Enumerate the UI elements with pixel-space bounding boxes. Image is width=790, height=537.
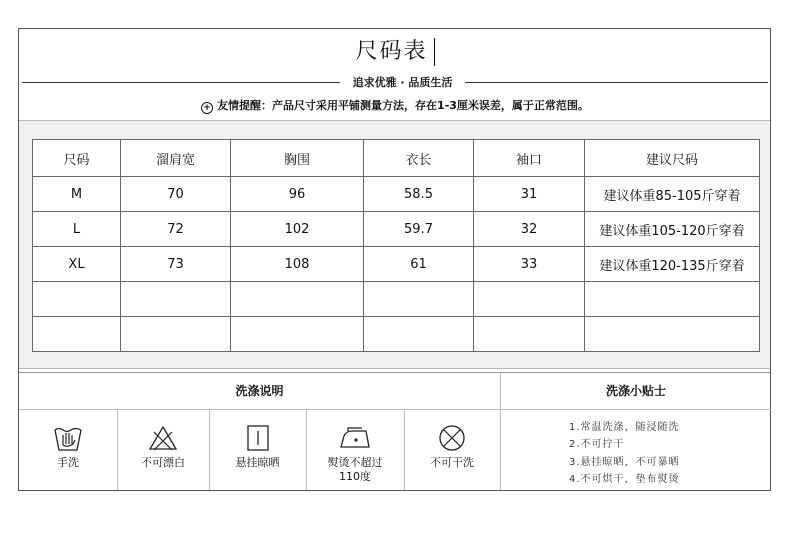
table-cell: 59.7 — [364, 212, 474, 247]
washing-tips-title: 洗涤小贴士 — [500, 373, 771, 410]
care-item-no-dry-clean — [404, 410, 500, 490]
care-label-2: 110度 — [339, 470, 371, 483]
notice-text: 友情提醒：产品尺寸采用平铺测量方法，存在1-3厘米误差，属于正常范围。 — [217, 99, 589, 112]
size-table — [32, 139, 760, 352]
column-header: 溜肩宽 — [121, 140, 231, 177]
care-item-iron — [306, 410, 405, 490]
table-cell — [585, 282, 760, 317]
care-item-hand-wash — [19, 410, 118, 490]
table-cell: 102 — [231, 212, 364, 247]
table-row — [33, 212, 760, 247]
column-header: 建议尺码 — [585, 140, 760, 177]
list-item: 1.常温洗涤，随浸随洗 — [569, 422, 680, 433]
column-header: 衣长 — [364, 140, 474, 177]
table-cell: 73 — [121, 247, 231, 282]
care-label: 手洗 — [57, 456, 79, 469]
plus-circle-icon: + — [201, 102, 213, 114]
column-header: 胸围 — [231, 140, 364, 177]
divider-left — [22, 82, 340, 83]
table-cell: M — [33, 177, 121, 212]
title-accent-bar — [434, 38, 435, 66]
washing-instructions-title: 洗涤说明 — [19, 373, 500, 410]
table-cell: 96 — [231, 177, 364, 212]
no-bleach-icon — [148, 424, 178, 452]
care-label: 熨烫不超过 — [327, 456, 383, 469]
washing-tips-list — [500, 410, 771, 490]
care-label: 不可漂白 — [141, 456, 185, 469]
table-cell: 31 — [474, 177, 585, 212]
table-row — [33, 282, 760, 317]
table-cell: 32 — [474, 212, 585, 247]
column-header: 袖口 — [474, 140, 585, 177]
care-label: 悬挂晾晒 — [235, 456, 280, 469]
list-item: 4.不可烘干，垫布熨烫 — [569, 474, 680, 485]
notice — [0, 97, 790, 114]
care-item-no-bleach — [117, 410, 210, 490]
table-cell: 108 — [231, 247, 364, 282]
table-row — [33, 317, 760, 352]
table-cell: 建议体重120-135斤穿着 — [585, 247, 760, 282]
table-cell: 建议体重105-120斤穿着 — [585, 212, 760, 247]
table-cell: 61 — [364, 247, 474, 282]
table-cell — [474, 317, 585, 352]
list-item: 3.悬挂晾晒，不可暴晒 — [569, 457, 680, 468]
table-cell: XL — [33, 247, 121, 282]
table-row — [33, 177, 760, 212]
care-label: 不可干洗 — [430, 456, 474, 469]
table-cell — [121, 317, 231, 352]
table-cell — [33, 317, 121, 352]
divider-right — [465, 82, 768, 83]
slogan: 追求优雅 · 品质生活 — [352, 76, 453, 89]
table-cell — [231, 317, 364, 352]
column-header: 尺码 — [33, 140, 121, 177]
table-cell — [231, 282, 364, 317]
page-title: 尺码表 — [0, 34, 790, 66]
list-item: 2.不可拧干 — [569, 439, 625, 450]
table-cell — [585, 317, 760, 352]
washing-section — [19, 372, 770, 491]
table-cell — [474, 282, 585, 317]
care-item-hang-dry — [209, 410, 307, 490]
hand-wash-icon — [53, 424, 83, 452]
table-cell: 建议体重85-105斤穿着 — [585, 177, 760, 212]
no-dry-clean-icon — [437, 424, 467, 452]
table-row — [33, 247, 760, 282]
table-cell — [364, 282, 474, 317]
hang-dry-icon — [243, 424, 273, 452]
table-cell: 72 — [121, 212, 231, 247]
table-cell — [121, 282, 231, 317]
iron-low-icon — [338, 424, 372, 452]
table-header-row — [33, 140, 760, 177]
table-cell: 70 — [121, 177, 231, 212]
table-cell — [364, 317, 474, 352]
table-cell: L — [33, 212, 121, 247]
table-cell: 33 — [474, 247, 585, 282]
table-cell — [33, 282, 121, 317]
table-cell: 58.5 — [364, 177, 474, 212]
